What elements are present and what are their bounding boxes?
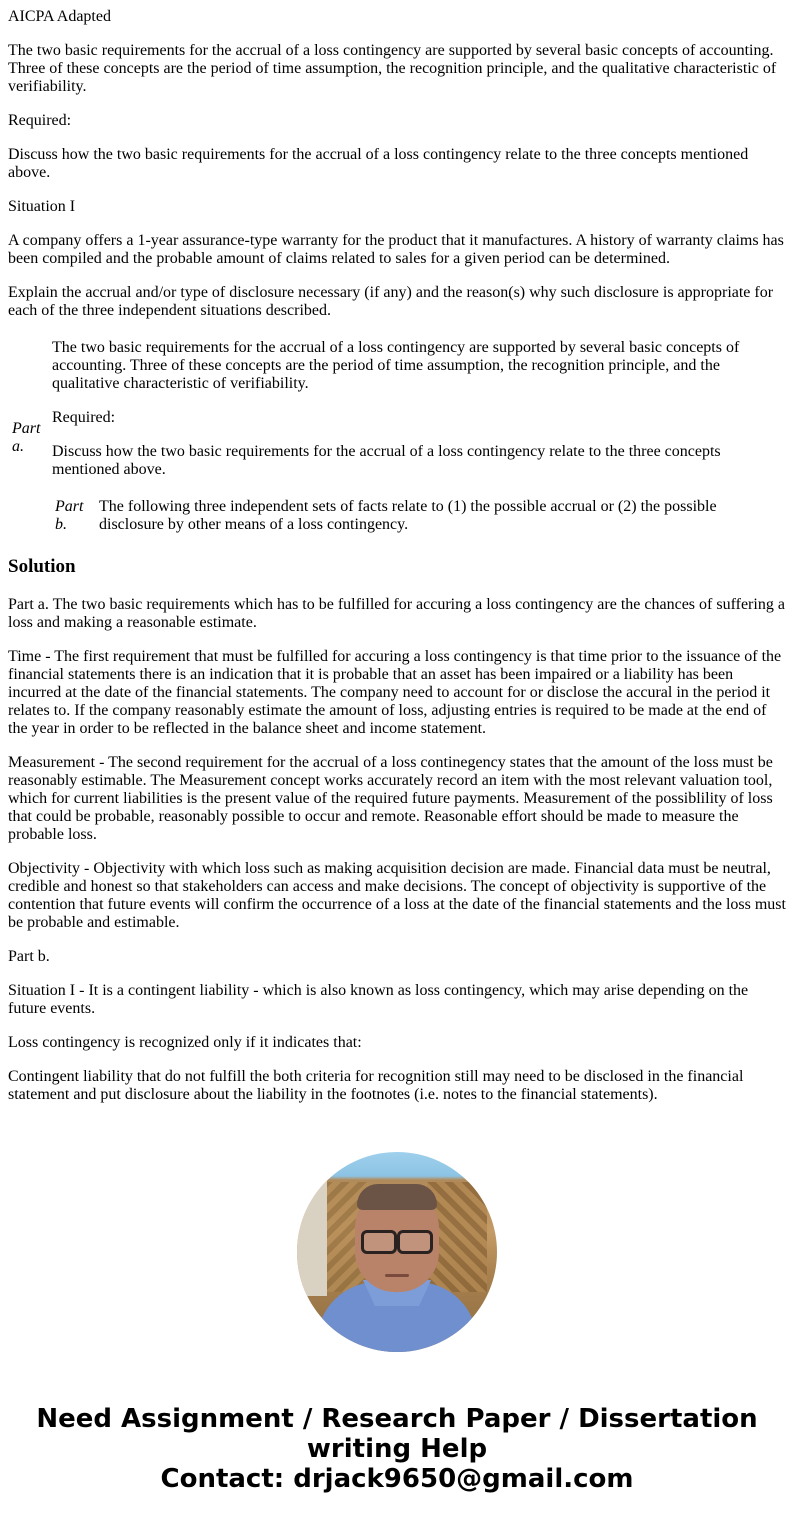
question-intro: The two basic requirements for the accrual of a loss contingency are supported by several basic concepts of accounting. Three of these concepts are the period of time assumption, the recognition principle, and the qualitative characteristic of verifiability. <box>8 42 777 95</box>
explain-text: Explain the accrual and/or type of disclosure necessary (if any) and the reason(s) why such disclosure is appropriate for each of the three independent situations described. <box>8 284 774 319</box>
solution-paragraph: Loss contingency is recognized only if it indicates that: <box>8 1034 362 1051</box>
part-a-intro: The two basic requirements for the accrual of a loss contingency are supported by several basic concepts of accounting. Three of these concepts are the period of time assumption, the recognition principle, and the qualitative characteristic of verifiability. <box>52 339 740 392</box>
part-a-required-text: Discuss how the two basic requirements for the accrual of a loss contingency relate to the three concepts mentioned above. <box>52 443 721 478</box>
solution-paragraph: Contingent liability that do not fulfill the both criteria for recognition still may need to be disclosed in the financial statement and put disclosure about the liability in the footnotes (i.e. notes to the financial statements). <box>8 1068 744 1103</box>
avatar-container <box>8 1152 786 1352</box>
avatar <box>297 1152 497 1352</box>
parts-table <box>8 336 786 540</box>
part-a-label: Part a. <box>12 420 41 455</box>
promo-banner <box>8 1404 786 1494</box>
promo-line-1: Need Assignment / Research Paper / Dissertation writing Help <box>36 1404 758 1464</box>
situation-label: Situation I <box>8 198 76 215</box>
part-a-content <box>51 338 784 538</box>
solution-paragraph: Part a. The two basic requirements which has to be fulfilled for accuring a loss contingency are the chances of suffering a loss and making a reasonable estimate. <box>8 596 785 631</box>
situation-text: A company offers a 1-year assurance-type warranty for the product that it manufactures. A history of warranty claims has been compiled and the probable amount of claims related to sales for a given period can be determined. <box>8 232 784 267</box>
solution-paragraph: Measurement - The second requirement for the accrual of a loss continegency states that the amount of the loss must be reasonably estimable. The Measurement concept works accurately record an item with the most relevant valuation tool, which for current liabilities is the present value of the required future payments. Measurement of the possiblility of loss that could be probable, reasonably possible to occur and remote. Reasonable effort should be made to measure the probable loss. <box>8 754 773 843</box>
part-a-required-label: Required: <box>52 409 116 426</box>
solution-paragraph: Time - The first requirement that must be fulfilled for accuring a loss contingency is that time prior to the issuance of the financial statements there is an indication that it is probable that an asset has been impaired or a liability has been incurred at the date of the financial statements. The company need to account for or disclose the accural in the period it relates to. If the company reasonably estimate the amount of loss, adjusting entries is required to be made at the end of the year in order to be reflected in the balance sheet and income statement. <box>8 648 782 737</box>
part-b-table <box>52 495 783 537</box>
required-label: Required: <box>8 112 72 129</box>
solution-paragraph: Objectivity - Objectivity with which loss such as making acquisition decision are made. Financial data must be neutral, credible and honest so that stakeholders can access and make decisions. The concept of objectivity is supportive of the contention that future events will confirm the occurrence of a loss at the date of the financial statements and the loss must be probable and estimable. <box>8 860 786 931</box>
required-text: Discuss how the two basic requirements for the accrual of a loss contingency relate to the three concepts mentioned above. <box>8 146 749 181</box>
part-b-label: Part b. <box>55 498 84 533</box>
source-label: AICPA Adapted <box>8 8 111 25</box>
solution-heading: Solution <box>8 556 76 577</box>
promo-contact: Contact: drjack9650@gmail.com <box>160 1464 634 1494</box>
solution-paragraph: Part b. <box>8 948 50 965</box>
part-b-text: The following three independent sets of facts relate to (1) the possible accrual or (2) the possible disclosure by other means of a loss contingency. <box>99 498 717 533</box>
solution-paragraph: Situation I - It is a contingent liability - which is also known as loss contingency, which may arise depending on the future events. <box>8 982 749 1017</box>
